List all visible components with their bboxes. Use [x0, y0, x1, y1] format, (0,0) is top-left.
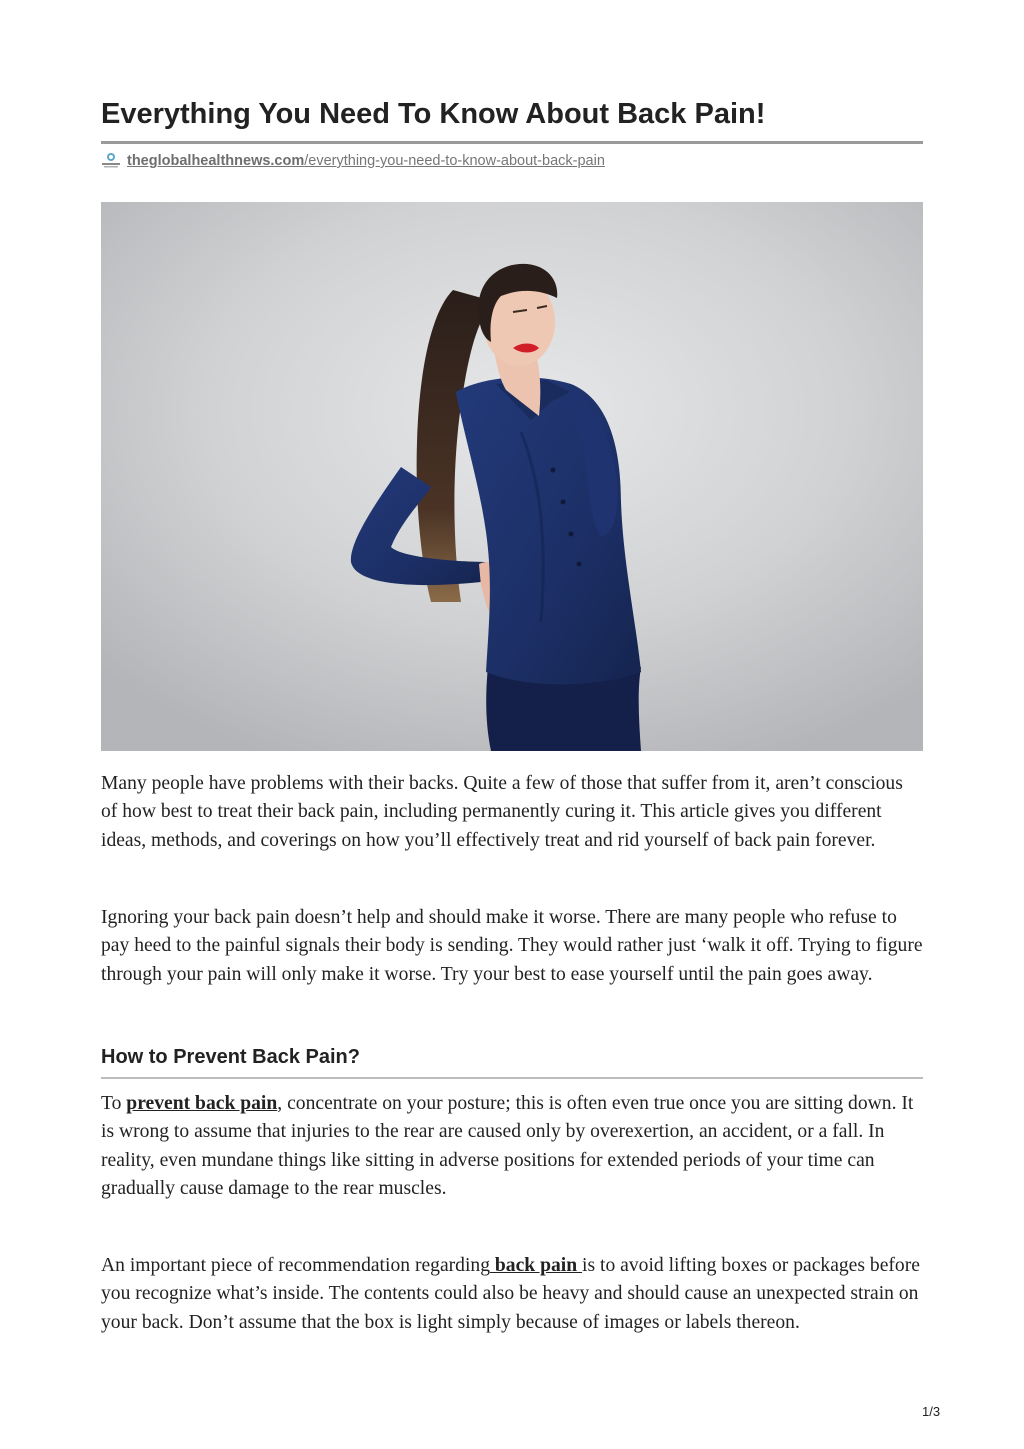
source-link-row [101, 151, 605, 171]
posture-paragraph-lead: To [101, 1093, 127, 1114]
title-divider [101, 141, 923, 144]
hero-image [101, 202, 923, 751]
prevent-back-pain-link[interactable]: prevent back pain [126, 1093, 278, 1114]
intro-paragraph: Many people have problems with their backs. Quite a few of those that suffer from it, aren’t conscious of how best to treat their back pain, including permanently curing it. This article gives you different ideas, methods, and coverings on how you’ll effectively treat and rid yourself of back pain forever. [101, 773, 903, 851]
lifting-paragraph-lead: An important piece of recommendation regarding [101, 1255, 491, 1276]
source-path: /everything-you-need-to-know-about-back-pain [304, 153, 605, 169]
page-number: 1/3 [922, 1404, 941, 1419]
source-domain: theglobalhealthnews.com [127, 153, 305, 169]
section-divider [101, 1077, 923, 1079]
lifting-paragraph-body: is to avoid lifting boxes or packages before you recognize what’s inside. The contents could also be heavy and should cause an unexpected strain on your back. Don’t assume that the box is light simply because of images or labels thereon. [101, 1255, 920, 1333]
back-pain-link[interactable]: back pain [490, 1255, 583, 1276]
second-paragraph: Ignoring your back pain doesn’t help and should make it worse. There are many people who refuse to pay heed to the painful signals their body is sending. They would rather just ‘walk it off. Trying to figure through your pain will only make it worse. Try your best to ease yourself until the pain goes away. [101, 907, 923, 985]
site-logo-icon [101, 152, 121, 170]
posture-paragraph-body: , concentrate on your posture; this is often even true once you are sitting down. It is wrong to assume that injuries to the rear are caused only by overexertion, an accident, or a fall. In reality, even mundane things like sitting in adverse positions for extended periods of your time can gradually cause damage to the rear muscles. [101, 1093, 914, 1199]
posture-paragraph [101, 1090, 923, 1203]
article-title: Everything You Need To Know About Back Pain! [101, 98, 766, 130]
source-url-link[interactable] [127, 153, 605, 169]
lifting-paragraph [101, 1252, 923, 1337]
section-heading: How to Prevent Back Pain? [101, 1046, 360, 1068]
